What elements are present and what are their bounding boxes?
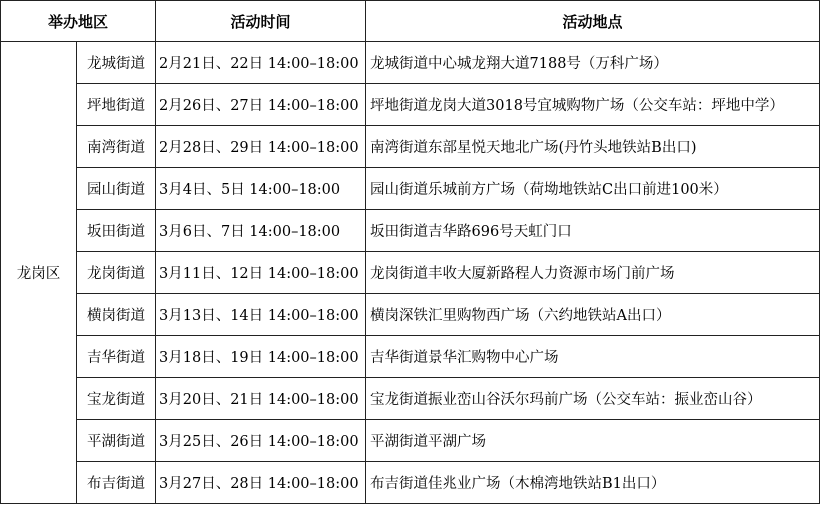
street-cell: 龙岗街道 [77,252,156,294]
time-cell: 3月4日、5日 14:00–18:00 [156,168,366,210]
place-cell: 坂田街道吉华路696号天虹门口 [366,210,820,252]
time-cell: 3月20日、21日 14:00–18:00 [156,378,366,420]
street-cell: 龙城街道 [77,42,156,84]
header-row [1,1,820,42]
table-row [1,378,820,420]
street-cell: 南湾街道 [77,126,156,168]
time-cell: 3月18日、19日 14:00–18:00 [156,336,366,378]
time-cell: 2月28日、29日 14:00–18:00 [156,126,366,168]
table-row [1,462,820,504]
place-cell: 布吉街道佳兆业广场（木棉湾地铁站B1出口） [366,462,820,504]
place-cell: 平湖街道平湖广场 [366,420,820,462]
table-row [1,294,820,336]
street-cell: 布吉街道 [77,462,156,504]
place-cell: 龙城街道中心城龙翔大道7188号（万科广场） [366,42,820,84]
place-cell: 吉华街道景华汇购物中心广场 [366,336,820,378]
time-cell: 3月27日、28日 14:00–18:00 [156,462,366,504]
table-row [1,126,820,168]
place-cell: 龙岗街道丰收大厦新路程人力资源市场门前广场 [366,252,820,294]
street-cell: 平湖街道 [77,420,156,462]
time-cell: 3月13日、14日 14:00–18:00 [156,294,366,336]
street-cell: 坪地街道 [77,84,156,126]
table-row [1,168,820,210]
time-cell: 3月11日、12日 14:00–18:00 [156,252,366,294]
header-place: 活动地点 [366,1,820,42]
place-cell: 横岗深铁汇里购物西广场（六约地铁站A出口） [366,294,820,336]
street-cell: 宝龙街道 [77,378,156,420]
table-row [1,336,820,378]
table-row [1,252,820,294]
table-row [1,42,820,84]
street-cell: 园山街道 [77,168,156,210]
time-cell: 2月26日、27日 14:00–18:00 [156,84,366,126]
time-cell: 3月6日、7日 14:00–18:00 [156,210,366,252]
street-cell: 坂田街道 [77,210,156,252]
header-time: 活动时间 [156,1,366,42]
district-cell: 龙岗区 [1,42,77,504]
table-body [1,42,820,504]
time-cell: 3月25日、26日 14:00–18:00 [156,420,366,462]
header-region: 举办地区 [1,1,156,42]
table-row [1,210,820,252]
place-cell: 园山街道乐城前方广场（荷坳地铁站C出口前进100米） [366,168,820,210]
street-cell: 横岗街道 [77,294,156,336]
street-cell: 吉华街道 [77,336,156,378]
place-cell: 宝龙街道振业峦山谷沃尔玛前广场（公交车站：振业峦山谷） [366,378,820,420]
table-row [1,84,820,126]
place-cell: 坪地街道龙岗大道3018号宜城购物广场（公交车站：坪地中学） [366,84,820,126]
time-cell: 2月21日、22日 14:00–18:00 [156,42,366,84]
place-cell: 南湾街道东部星悦天地北广场(丹竹头地铁站B出口) [366,126,820,168]
table-row [1,420,820,462]
